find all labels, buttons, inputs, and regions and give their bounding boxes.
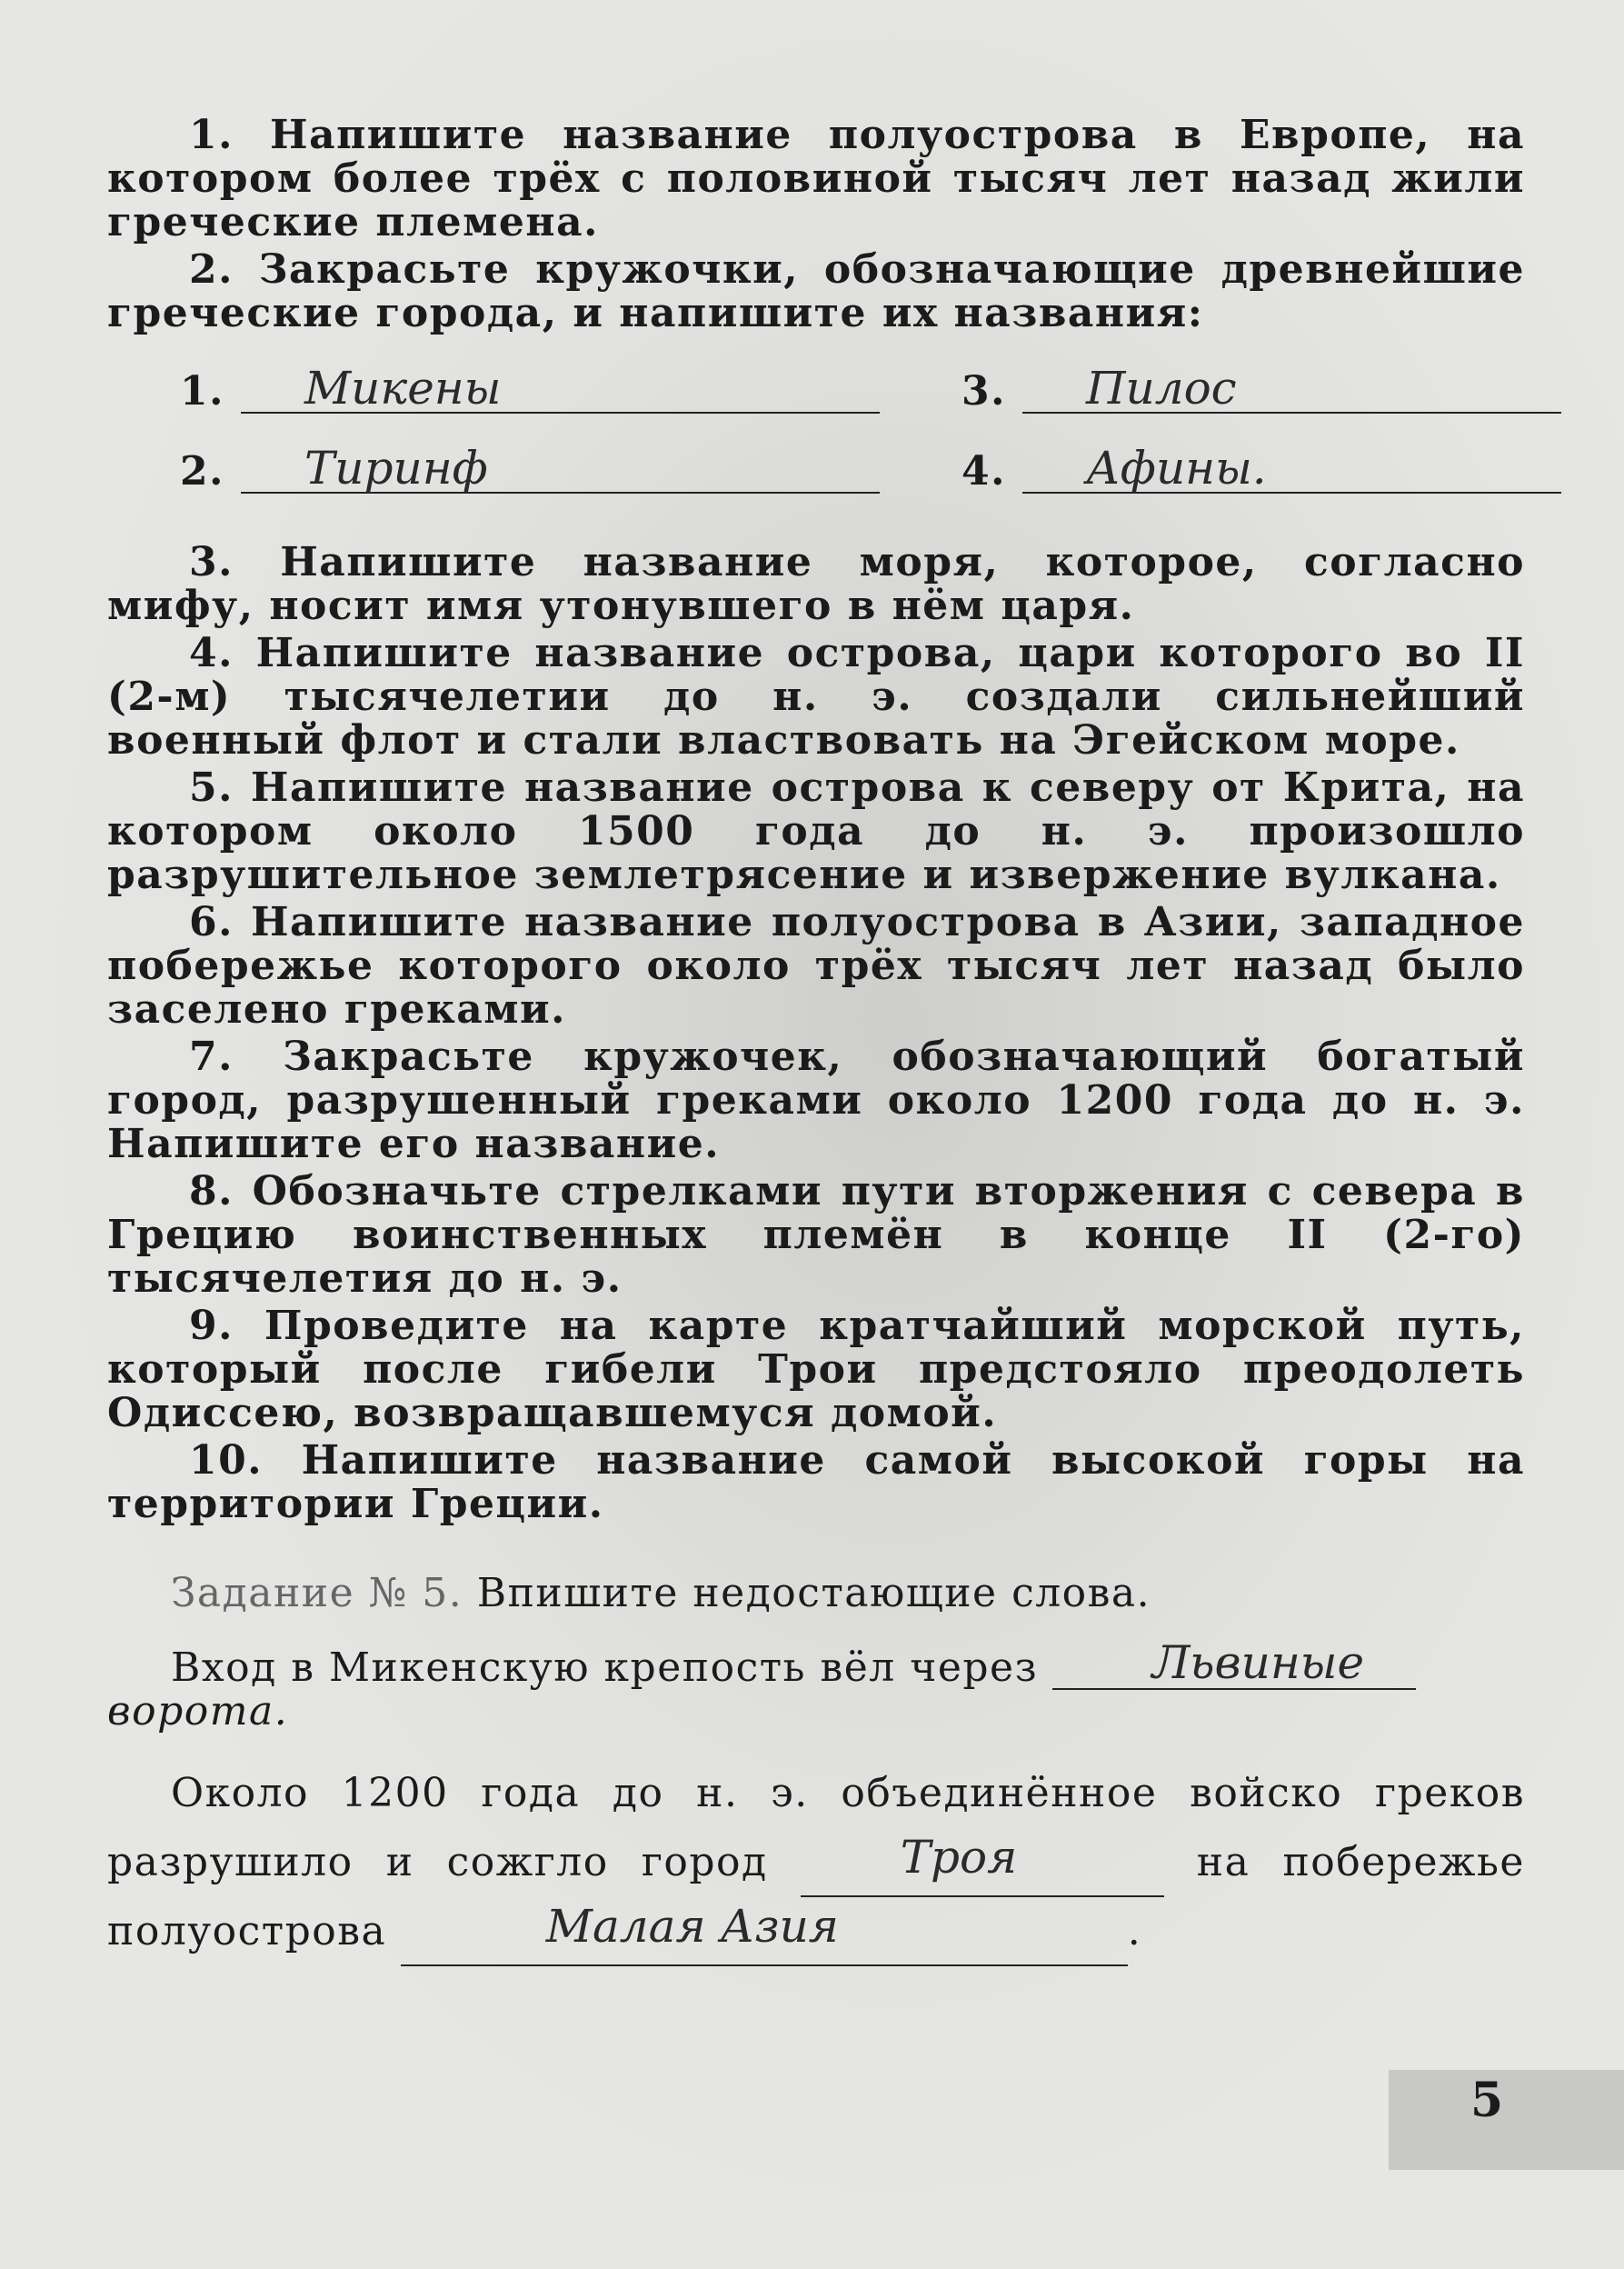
task-text: Напишите название острова, цари которого во II (2-м) тысячелетии до н. э. создали сильнейший военный флот и стали властвовать на Эгейском море. [107, 630, 1525, 764]
sentence-text: Вход в Микенскую крепость вёл через [171, 1644, 1039, 1691]
task-8 [107, 1170, 1525, 1301]
task-number: 5. [189, 765, 234, 811]
task-7 [107, 1035, 1525, 1166]
exercise-label: Задание № 5. [171, 1570, 463, 1616]
task-number: 2. [189, 246, 234, 293]
task-number: 1. [189, 112, 234, 158]
task-10 [107, 1439, 1525, 1526]
task-6 [107, 901, 1525, 1032]
answer-line[interactable] [401, 1900, 1128, 1966]
task-1 [107, 114, 1525, 245]
task-text: Закрасьте кружочки, обозначающие древнейшие греческие города, и напишите их названия: [107, 246, 1525, 336]
task-number: 7. [189, 1034, 234, 1080]
exercise-5 [107, 1572, 1525, 1966]
sentence-text: на побережье полуострова [107, 1839, 1525, 1954]
exercise-title [107, 1572, 1525, 1615]
page-number-tab [1389, 2070, 1624, 2170]
task-text: Напишите название полуострова в Европе, на котором более трёх с половиной тысяч лет назад жили греческие племена. [107, 112, 1525, 245]
handwritten-answer: Тиринф [304, 442, 488, 495]
handwritten-answer: Львиные [1151, 1636, 1365, 1689]
city-number: 1. [180, 368, 224, 415]
sentence-text: Около 1200 года до н. э. объединённое войско греков разрушило и сожгло город [107, 1770, 1525, 1885]
task-text: Напишите название моря, которое, согласно мифу, носит имя утонувшего в нём царя. [107, 539, 1525, 629]
page-content [107, 114, 1525, 1966]
sentence-2 [107, 1759, 1525, 1966]
task-text: Закрасьте кружочек, обозначающий богатый город, разрушенный греками около 1200 года до н. э. Напишите его название. [107, 1034, 1525, 1167]
task-5 [107, 766, 1525, 897]
task-text: Проведите на карте кратчайший морской путь, который после гибели Трои предстояло преодолеть Одиссею, возвращавшемуся домой. [107, 1303, 1525, 1436]
cities-answer-grid [180, 354, 1525, 494]
sentence-text: . [1127, 1908, 1142, 1954]
task-number: 6. [189, 899, 234, 945]
answer-line[interactable] [241, 437, 880, 494]
sentence-text: ворота. [107, 1688, 289, 1734]
handwritten-answer: Троя [900, 1831, 1018, 1884]
city-answer-3 [961, 354, 1598, 414]
task-text: Обозначьте стрелками пути вторжения с севера в Грецию воинственных племён в конце II (2-го) тысячелетия до н. э. [107, 1168, 1525, 1302]
page-number: 5 [1470, 2073, 1504, 2128]
city-answer-4 [961, 434, 1598, 494]
task-2 [107, 248, 1525, 335]
city-answer-1 [180, 354, 916, 414]
task-4 [107, 632, 1525, 763]
city-number: 4. [961, 448, 1006, 495]
task-number: 3. [189, 539, 234, 585]
handwritten-answer: Малая Азия [545, 1900, 839, 1953]
task-number: 8. [189, 1168, 234, 1214]
task-text: Напишите название полуострова в Азии, западное побережье которого около трёх тысяч лет назад было заселено греками. [107, 899, 1525, 1033]
city-answer-2 [180, 434, 916, 494]
task-number: 4. [189, 630, 234, 676]
handwritten-answer: Пилос [1085, 362, 1237, 415]
task-text: Напишите название самой высокой горы на территории Греции. [107, 1437, 1525, 1527]
task-text: Напишите название острова к северу от Крита, на котором около 1500 года до н. э. произошло разрушительное землетрясение и извержение вулкана. [107, 765, 1525, 898]
task-number: 10. [189, 1437, 264, 1484]
city-number: 2. [180, 448, 224, 495]
task-number: 9. [189, 1303, 234, 1349]
answer-line[interactable] [1022, 437, 1561, 494]
answer-line[interactable] [241, 357, 880, 414]
city-number: 3. [961, 368, 1006, 415]
task-9 [107, 1304, 1525, 1435]
sentence-1 [107, 1636, 1525, 1734]
task-3 [107, 541, 1525, 628]
answer-line[interactable] [801, 1831, 1164, 1897]
answer-line[interactable] [1022, 357, 1561, 414]
answer-line[interactable] [1052, 1636, 1416, 1690]
exercise-instruction: Впишите недостающие слова. [476, 1570, 1151, 1616]
handwritten-answer: Афины. [1085, 442, 1267, 495]
handwritten-answer: Микены [304, 362, 502, 415]
